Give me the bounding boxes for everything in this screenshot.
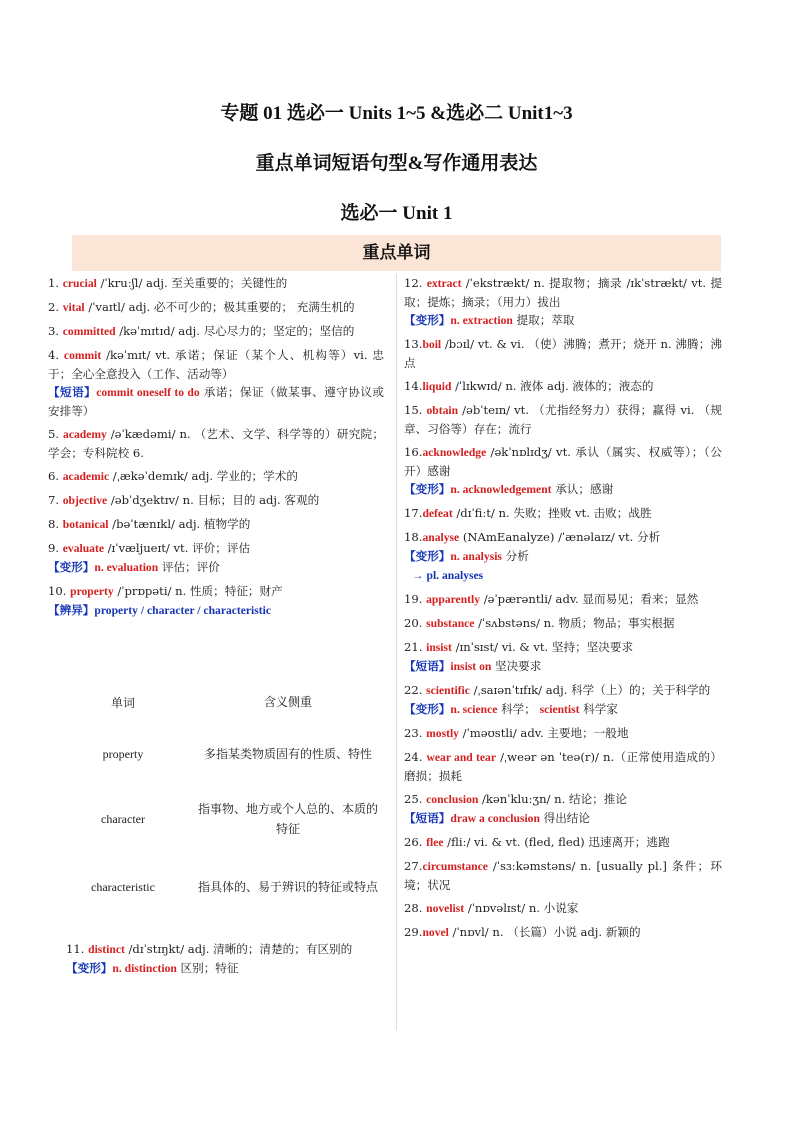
vocab-entry xyxy=(48,322,384,341)
entry-number: 22. xyxy=(404,683,427,697)
vocab-entry xyxy=(404,899,722,918)
headword: novelist xyxy=(426,902,465,915)
entry-number: 4. xyxy=(48,348,64,362)
headword: substance xyxy=(426,617,475,630)
headword: vital xyxy=(62,301,85,314)
entry-definition: /ˌækəˈdemɪk/ adj. 学业的；学术的 xyxy=(109,469,298,483)
vocab-entry xyxy=(404,274,722,330)
headword: novel xyxy=(422,926,449,939)
tag-definition: 科学家 xyxy=(579,702,618,716)
headword: obtain xyxy=(426,404,459,417)
vocab-entry xyxy=(48,491,384,510)
headword: botanical xyxy=(62,518,109,531)
vocab-entry xyxy=(404,833,722,852)
entry-number: 20. xyxy=(404,616,427,630)
vocab-entry xyxy=(404,681,722,719)
vocab-entry xyxy=(404,335,722,372)
tag-word: n. analysis xyxy=(450,550,502,563)
entry-number: 27. xyxy=(404,859,423,873)
entry-definition: /ˌweər ən ˈteə(r)/ n.（正常使用造成的）磨损；损耗 xyxy=(404,750,722,783)
entry-definition: /fliː/ vi. & vt. (fled, fled) 迅速离开；逃跑 xyxy=(443,835,670,849)
entry-number: 17. xyxy=(404,506,423,520)
entry-number: 8. xyxy=(48,517,63,531)
entry-tag: 【变形】 xyxy=(66,961,113,975)
entry-definition: /kəˈmɪtɪd/ adj. 尽心尽力的；坚定的；坚信的 xyxy=(115,324,355,338)
tag-word: scientist xyxy=(539,703,580,716)
row-meaning: 指具体的、易于辨识的特征或特点 xyxy=(198,880,379,894)
headword: wear and tear xyxy=(426,751,496,764)
vocab-entry-11 xyxy=(66,940,384,983)
comparison-header xyxy=(48,686,384,718)
vocab-entry xyxy=(404,748,722,785)
entry-tag: 【辨异】 xyxy=(48,603,95,617)
page-subtitle: 重点单词短语句型&写作通用表达 xyxy=(255,153,538,174)
entry-number: 28. xyxy=(404,901,427,915)
vocab-entry xyxy=(404,528,722,585)
entry-definition: /ˈlɪkwɪd/ n. 液体 adj. 液体的；液态的 xyxy=(451,379,654,393)
headword: circumstance xyxy=(422,860,488,873)
entry-definition: /əbˈteɪn/ vt. （尤指经努力）获得；赢得 vi. （规章、习俗等）存在；流行 xyxy=(404,403,722,436)
entry-number: 7. xyxy=(48,493,63,507)
tag-definition: 得出结论 xyxy=(539,811,590,825)
tag-definition: 提取；萃取 xyxy=(512,313,575,327)
vocab-entry xyxy=(404,401,722,438)
vocab-entry xyxy=(48,274,384,293)
tag-definition: 承诺；保证（做某事、遵守协议或安排等） xyxy=(48,385,384,418)
entry-number: 12. xyxy=(404,276,427,290)
headword: conclusion xyxy=(426,793,479,806)
entry-number: 21. xyxy=(404,640,427,654)
headword: crucial xyxy=(62,277,97,290)
headword: academic xyxy=(62,470,110,483)
vocab-entry xyxy=(48,425,384,462)
row-word: character xyxy=(101,811,145,826)
vocab-entry xyxy=(404,857,722,894)
headword: liquid xyxy=(422,380,452,393)
entry-definition: /əˈkædəmi/ n. （艺术、文学、科学等的）研究院；学会；专科院校 6. xyxy=(48,427,384,460)
entry-definition: /ˈprɒpəti/ n. 性质；特征；财产 xyxy=(113,584,283,598)
vocab-entry xyxy=(404,590,722,609)
column-divider xyxy=(396,274,397,1030)
entry-number: 2. xyxy=(48,300,63,314)
entry-definition: /ɪˈvæljueɪt/ vt. 评价；评估 xyxy=(103,541,251,555)
unit-title: 选必一 Unit 1 xyxy=(340,203,453,224)
headword: analyse xyxy=(422,531,460,544)
entry-definition: /ˈkruːʃl/ adj. 至关重要的；关键性的 xyxy=(96,276,288,290)
entry-number: 14. xyxy=(404,379,423,393)
entry-tag: 【变形】 xyxy=(404,549,451,563)
vocab-entry xyxy=(404,504,722,523)
entry-number: 3. xyxy=(48,324,63,338)
tag-definition: 分析 xyxy=(501,549,529,563)
tag-word: n. evaluation xyxy=(94,561,159,574)
vocab-entry xyxy=(404,443,722,499)
entry-definition: /bɔɪl/ vt. & vi. （使）沸腾；煮开；烧开 n. 沸腾；沸点 xyxy=(404,337,722,370)
entry-number: 1. xyxy=(48,276,63,290)
vocab-entry xyxy=(48,515,384,534)
vocab-entry xyxy=(48,346,384,420)
entry-definition: /ˈsʌbstəns/ n. 物质；物品；事实根据 xyxy=(474,616,675,630)
headword: academy xyxy=(63,428,107,441)
entry-tag: 【短语】 xyxy=(48,385,97,399)
headword: objective xyxy=(62,494,108,507)
compare-words: property / character / characteristic xyxy=(94,604,272,617)
tag-word: n. science xyxy=(450,703,498,716)
headword: property xyxy=(70,585,114,598)
headword: commit xyxy=(63,349,102,362)
comparison-row xyxy=(48,718,384,790)
entry-definition: /əˈpærəntli/ adv. 显而易见；看来；显然 xyxy=(480,592,699,606)
header-word: 单词 xyxy=(110,695,135,710)
left-column xyxy=(48,274,384,625)
tag-definition: 区别；特征 xyxy=(176,961,239,975)
comparison-row xyxy=(48,790,384,848)
entry-number: 6. xyxy=(48,469,63,483)
vocab-entry xyxy=(404,638,722,676)
headword: distinct xyxy=(88,943,125,956)
headword: boil xyxy=(422,338,442,351)
section-header: 重点单词 xyxy=(72,235,721,271)
vocab-entry xyxy=(404,724,722,743)
page-title: 专题 01 选必一 Units 1~5 &选必二 Unit1~3 xyxy=(220,103,573,124)
vocab-entry xyxy=(404,790,722,828)
entry-number: 10. xyxy=(48,584,71,598)
tag-definition: 坚决要求 xyxy=(491,659,542,673)
entry-definition: /dɪˈfiːt/ n. 失败；挫败 vt. 击败；战胜 xyxy=(452,506,652,520)
entry-definition: /ˈnɒvl/ n. （长篇）小说 adj. 新颖的 xyxy=(448,925,641,939)
entry-number: 15. xyxy=(404,403,427,417)
entry-tag: 【变形】 xyxy=(404,313,451,327)
tag-word: n. extraction xyxy=(450,314,513,327)
right-column xyxy=(404,274,722,947)
entry-definition: /kəˈmɪt/ vt. 承诺；保证（某个人、机构等）vi. 忠于；全心全意投入（工作、活动等） xyxy=(48,348,385,381)
entry-number: 29. xyxy=(404,925,423,939)
vocab-entry xyxy=(404,377,722,396)
entry-number: 18. xyxy=(404,530,423,544)
header-meaning: 含义侧重 xyxy=(263,695,312,709)
entry-number: 13. xyxy=(404,337,423,351)
headword: committed xyxy=(62,325,116,338)
vocab-entry xyxy=(66,940,384,978)
entry-definition: /bəˈtænɪkl/ adj. 植物学的 xyxy=(108,517,251,531)
headword: extract xyxy=(426,277,462,290)
tag-word: n. acknowledgement xyxy=(450,483,552,496)
tag-definition: 科学； xyxy=(497,702,540,716)
comparison-row xyxy=(48,848,384,926)
headword: evaluate xyxy=(62,542,104,555)
row-meaning: 指事物、地方或个人总的、本质的特征 xyxy=(198,802,379,836)
entry-tag: 【变形】 xyxy=(404,702,451,716)
entry-definition: /ˈekstrækt/ n. 提取物；摘录 /ɪkˈstrækt/ vt. 提取；提炼；摘录；（用力）拔出 xyxy=(404,276,722,309)
entry-definition: /kənˈkluːʒn/ n. 结论；推论 xyxy=(478,792,627,806)
entry-definition: /ˈnɒvəlɪst/ n. 小说家 xyxy=(464,901,579,915)
entry-definition: /ˈsɜːkəmstəns/ n. [usually pl.] 条件；环境；状况 xyxy=(404,859,722,892)
entry-number: 9. xyxy=(48,541,63,555)
entry-tag: 【变形】 xyxy=(48,560,95,574)
headword: insist xyxy=(426,641,452,654)
entry-tag: 【短语】 xyxy=(404,811,451,825)
vocab-entry xyxy=(48,582,384,620)
vocab-entry xyxy=(404,923,722,942)
headword: scientific xyxy=(426,684,470,697)
entry-number: 24. xyxy=(404,750,427,764)
tag-word: n. distinction xyxy=(112,962,177,975)
entry-number: 19. xyxy=(404,592,427,606)
tag-definition: 评估；评价 xyxy=(158,560,220,574)
tag-word: insist on xyxy=(450,660,492,673)
entry-tag: 【变形】 xyxy=(404,482,451,496)
comparison-table xyxy=(48,686,384,926)
entry-definition: /ˈvaɪtl/ adj. 必不可少的；极其重要的； 充满生机的 xyxy=(84,300,355,314)
headword: mostly xyxy=(426,727,459,740)
headword: acknowledge xyxy=(422,446,487,459)
entry-number: 11. xyxy=(66,942,89,956)
headword: defeat xyxy=(422,507,453,520)
plural-form: → pl. analyses xyxy=(412,569,484,582)
entry-definition: /ˈməʊstli/ adv. 主要地；一般地 xyxy=(458,726,629,740)
entry-definition: /əkˈnɒlɪdʒ/ vt. 承认（属实、权威等）；（公开）感谢 xyxy=(404,445,722,478)
vocab-entry xyxy=(404,614,722,633)
entry-number: 25. xyxy=(404,792,427,806)
entry-number: 26. xyxy=(404,835,427,849)
entry-number: 23. xyxy=(404,726,427,740)
entry-number: 16. xyxy=(404,445,423,459)
tag-word: commit oneself to do xyxy=(96,386,200,399)
entry-definition: /əbˈdʒektɪv/ n. 目标；目的 adj. 客观的 xyxy=(107,493,320,507)
tag-definition: 承认；感谢 xyxy=(551,482,614,496)
entry-number: 5. xyxy=(48,427,64,441)
vocab-entry xyxy=(48,539,384,577)
tag-word: draw a conclusion xyxy=(450,812,540,825)
row-meaning: 多指某类物质固有的性质、特性 xyxy=(203,747,372,761)
headword: apparently xyxy=(426,593,481,606)
entry-definition: /ɪnˈsɪst/ vi. & vt. 坚持；坚决要求 xyxy=(451,640,634,654)
vocab-entry xyxy=(48,298,384,317)
entry-definition: (NAmEanalyze) /ˈænəlaɪz/ vt. 分析 xyxy=(459,530,661,544)
headword: flee xyxy=(426,836,444,849)
row-word: property xyxy=(102,746,144,761)
entry-tag: 【短语】 xyxy=(404,659,451,673)
entry-definition: /dɪˈstɪŋkt/ adj. 清晰的；清楚的；有区别的 xyxy=(124,942,353,956)
entry-definition: /ˌsaɪənˈtɪfɪk/ adj. 科学（上）的；关于科学的 xyxy=(469,683,711,697)
vocab-entry xyxy=(48,467,384,486)
row-word: characteristic xyxy=(91,879,155,894)
